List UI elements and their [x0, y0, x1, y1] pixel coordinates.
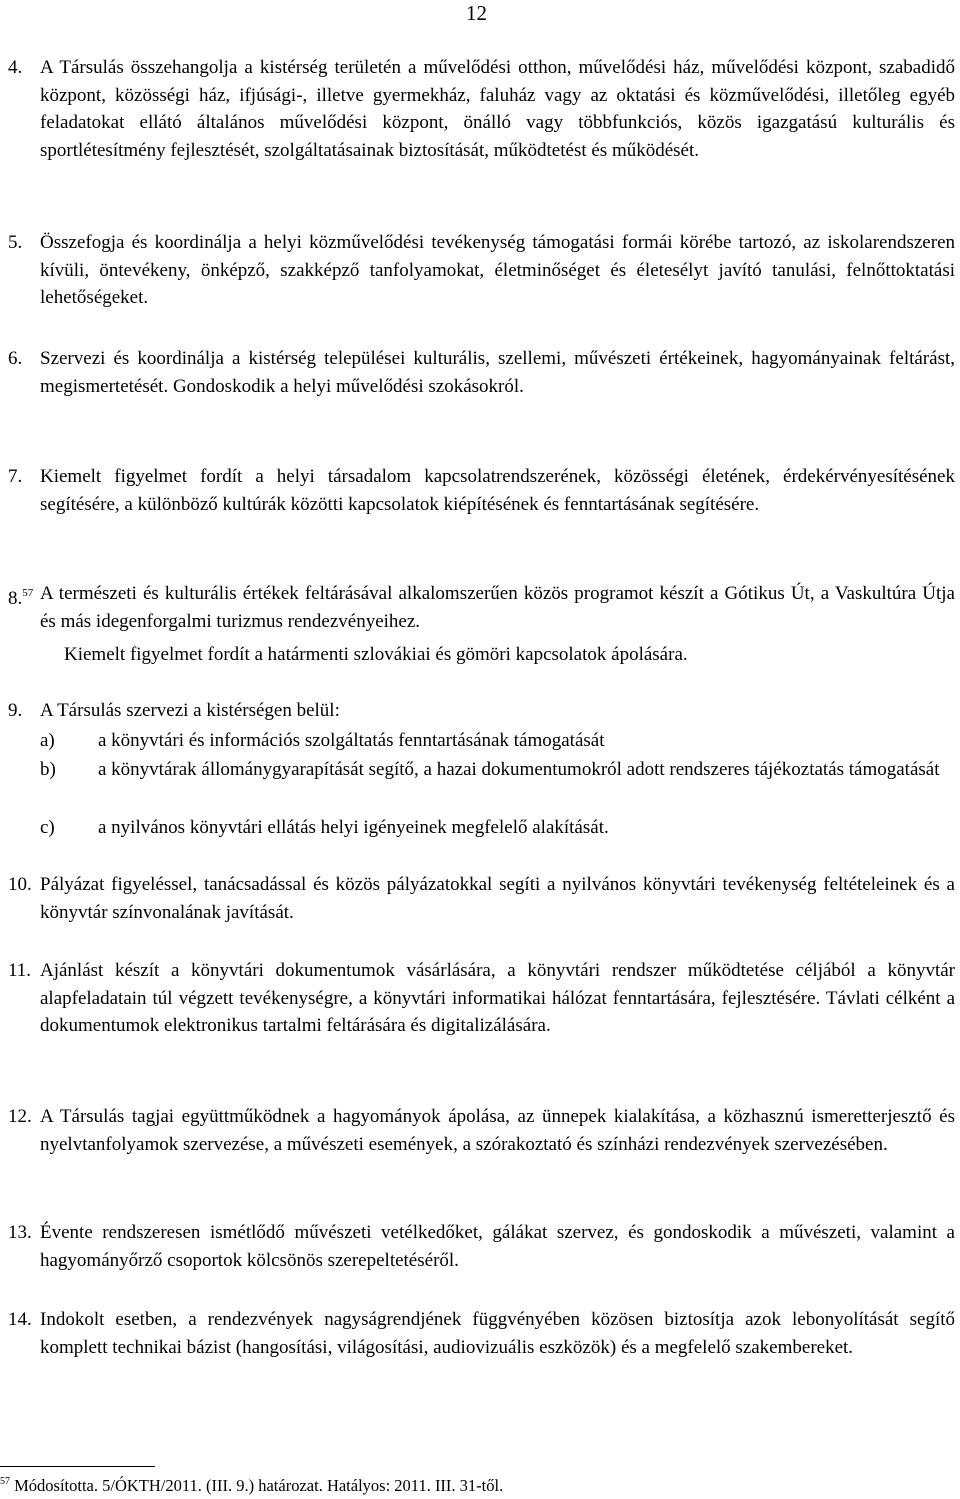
item-number: 12.	[8, 1106, 32, 1127]
item-text: Ajánlást készít a könyvtári dokumentumok vásárlására, a könyvtári rendszer működtetése céljából a könyvtár alapfeladatain túl végzett tevékenységre, a könyvtári informatikai hálózat fenntartására, fejlesztésére. Távlati célként a dokumentumok elektronikus tartalmi feltárására és digitalizálására.	[40, 960, 955, 1036]
sub-item	[0, 727, 955, 755]
list-item	[0, 580, 955, 635]
sub-item	[0, 756, 955, 812]
list-item	[0, 1219, 955, 1274]
item-number: 13.	[8, 1222, 32, 1243]
list-item	[0, 871, 955, 926]
item-number: 4.	[8, 57, 23, 78]
list-item	[0, 957, 955, 1040]
sub-item-text: a könyvtári és információs szolgáltatás fenntartásának támogatását	[98, 730, 605, 751]
item-number: 9.	[8, 700, 23, 721]
item-number: 10.	[8, 874, 32, 895]
sub-item-label: a)	[40, 730, 55, 751]
item-text: A természeti és kulturális értékek feltárásával alkalomszerűen közös programot készít a Gótikus Út, a Vaskultúra Útja és más idegenforgalmi turizmus rendezvényeihez.	[40, 583, 955, 632]
sub-item	[0, 814, 955, 842]
item-number: 14.	[8, 1309, 32, 1330]
list-item	[0, 463, 955, 518]
page-number: 12	[466, 1, 487, 25]
item-text: A Társulás összehangolja a kistérség területén a művelődési otthon, művelődési ház, művelődési központ, szabadidő központ, közösségi ház, ifjúsági-, illetve gyermekház, faluház vagy az oktatási és közművelődési, illetőleg egyéb feladatokat ellátó általános művelődési központ, önálló vagy többfunkciós, közös igazgatású kulturális és sportlétesítmény fejlesztését, szolgáltatásainak biztosítását, működtetést és működését.	[40, 57, 955, 161]
sub-item-label: c)	[40, 817, 55, 838]
item-text: Pályázat figyeléssel, tanácsadással és közös pályázatokkal segíti a nyilvános könyvtári tevékenység feltételeinek és a könyvtár színvonalának javítását.	[40, 874, 955, 923]
item-text: Indokolt esetben, a rendezvények nagyságrendjének függvényében közösen biztosítja azok lebonyolítását segítő komplett technikai bázist (hangosítási, világosítási, audiovizuális eszközök) és a megfelelő szakembereket.	[40, 1309, 955, 1358]
item-extra-line: Kiemelt figyelmet fordít a határmenti szlovákiai és gömöri kapcsolatok ápolására.	[64, 644, 688, 665]
item-number: 7.	[8, 466, 23, 487]
item-number: 5.	[8, 232, 23, 253]
footnote-ref: 57	[22, 587, 34, 599]
item-number: 11.	[8, 960, 32, 981]
item-number: 8.57	[8, 587, 34, 609]
list-item	[0, 697, 955, 725]
item-number: 6.	[8, 348, 23, 369]
footnote-separator	[0, 1466, 155, 1467]
item-text: A Társulás szervezi a kistérségen belül:	[40, 700, 340, 721]
list-item	[0, 229, 955, 312]
list-item	[0, 1103, 955, 1158]
footnote-text: Módosította. 5/ÓKTH/2011. (III. 9.) határozat. Hatályos: 2011. III. 31-től.	[14, 1476, 504, 1495]
footnote-number: 57	[0, 1476, 10, 1487]
footnote	[0, 1471, 503, 1497]
sub-item-text: a nyilvános könyvtári ellátás helyi igényeinek megfelelő alakítását.	[98, 817, 609, 838]
list-item	[0, 1306, 955, 1361]
list-item	[0, 345, 955, 400]
item-text: A Társulás tagjai együttműködnek a hagyományok ápolása, az ünnepek kialakítása, a közhasznú ismeretterjesztő és nyelvtanfolyamok szervezése, a művészeti események, a szórakoztató és színházi rendezvények szervezésében.	[40, 1106, 955, 1155]
sub-item-label: b)	[40, 759, 56, 780]
item-text: Összefogja és koordinálja a helyi közművelődési tevékenység támogatási formái körébe tartozó, az iskolarendszeren kívüli, öntevékeny, önképző, szakképző tanfolyamokat, életminőséget és életesélyt javító tanulási, felnőttoktatási lehetőségeket.	[40, 232, 955, 308]
item-text: Évente rendszeresen ismétlődő művészeti vetélkedőket, gálákat szervez, és gondoskodik a művészeti, valamint a hagyományőrző csoportok kölcsönös szerepeltetéséről.	[40, 1222, 955, 1271]
sub-item-text: a könyvtárak állománygyarapítását segítő, a hazai dokumentumokról adott rendszeres tájékoztatás támogatását	[98, 759, 940, 780]
item-text: Szervezi és koordinálja a kistérség települései kulturális, szellemi, művészeti értékeinek, hagyományainak feltárást, megismertetését. Gondoskodik a helyi művelődési szokásokról.	[40, 348, 955, 397]
list-item	[0, 54, 955, 164]
item-text: Kiemelt figyelmet fordít a helyi társadalom kapcsolatrendszerének, közösségi életének, érdekérvényesítésének segítésére, a különböző kultúrák közötti kapcsolatok kiépítésének és fenntartásának segítésére.	[40, 466, 955, 515]
